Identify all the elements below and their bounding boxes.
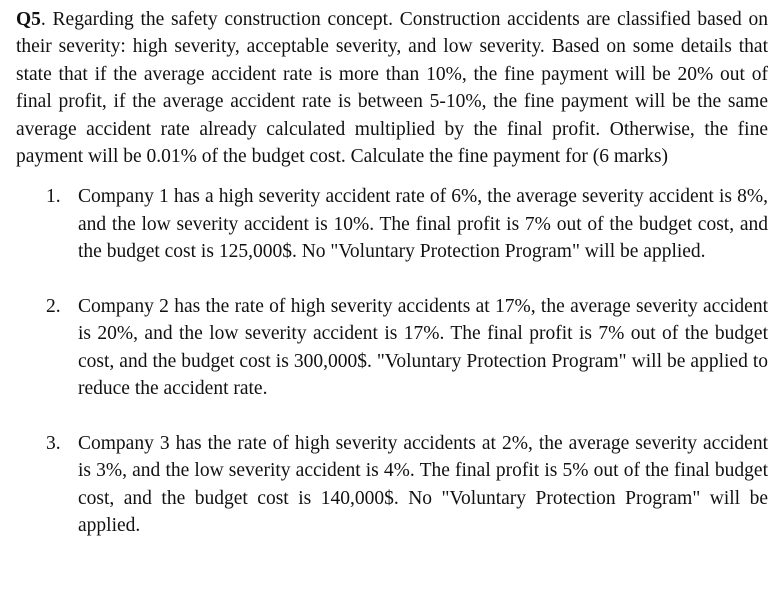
list-item-text: Company 1 has a high severity accident rate of 6%, the average severity accident is 8%, and the low severity accident is 10%. The final profit is 7% out of the budget cost, and the budget cost is 125,000$. No "Voluntary Protection Program" will be applied. xyxy=(78,186,768,263)
sub-question-list xyxy=(16,183,768,540)
list-item-number: 3. xyxy=(46,432,61,454)
question-document xyxy=(16,6,768,540)
question-text: . Regarding the safety construction concept. Construction accidents are classified based on their severity: high severity, acceptable severity, and low severity. Based on some details that state that if the average accident rate is more than 10%, the fine payment will be 20% out of final profit, if the average accident rate is between 5-10%, the fine payment will be the same average accident rate already calculated multiplied by the final profit. Otherwise, the fine payment will be 0.01% of the budget cost. Calculate the fine payment for (6 marks) xyxy=(16,9,768,168)
list-item-text: Company 2 has the rate of high severity accidents at 17%, the average severity accident is 20%, and the low severity accident is 17%. The final profit is 7% out of the budget cost, and the budget cost is 300,000$. "Voluntary Protection Program" will be applied to reduce the accident rate. xyxy=(78,295,768,400)
list-item xyxy=(16,293,768,403)
list-item-text: Company 3 has the rate of high severity accidents at 2%, the average severity accident is 3%, and the low severity accident is 4%. The final profit is 5% out of the final budget cost, and the budget cost is 140,000$. No "Voluntary Protection Program" will be applied. xyxy=(78,432,768,537)
list-item-number: 1. xyxy=(46,186,61,208)
question-number: Q5 xyxy=(16,9,41,30)
question-intro xyxy=(16,6,768,170)
list-item-number: 2. xyxy=(46,295,61,317)
list-item xyxy=(16,183,768,266)
list-item xyxy=(16,430,768,540)
